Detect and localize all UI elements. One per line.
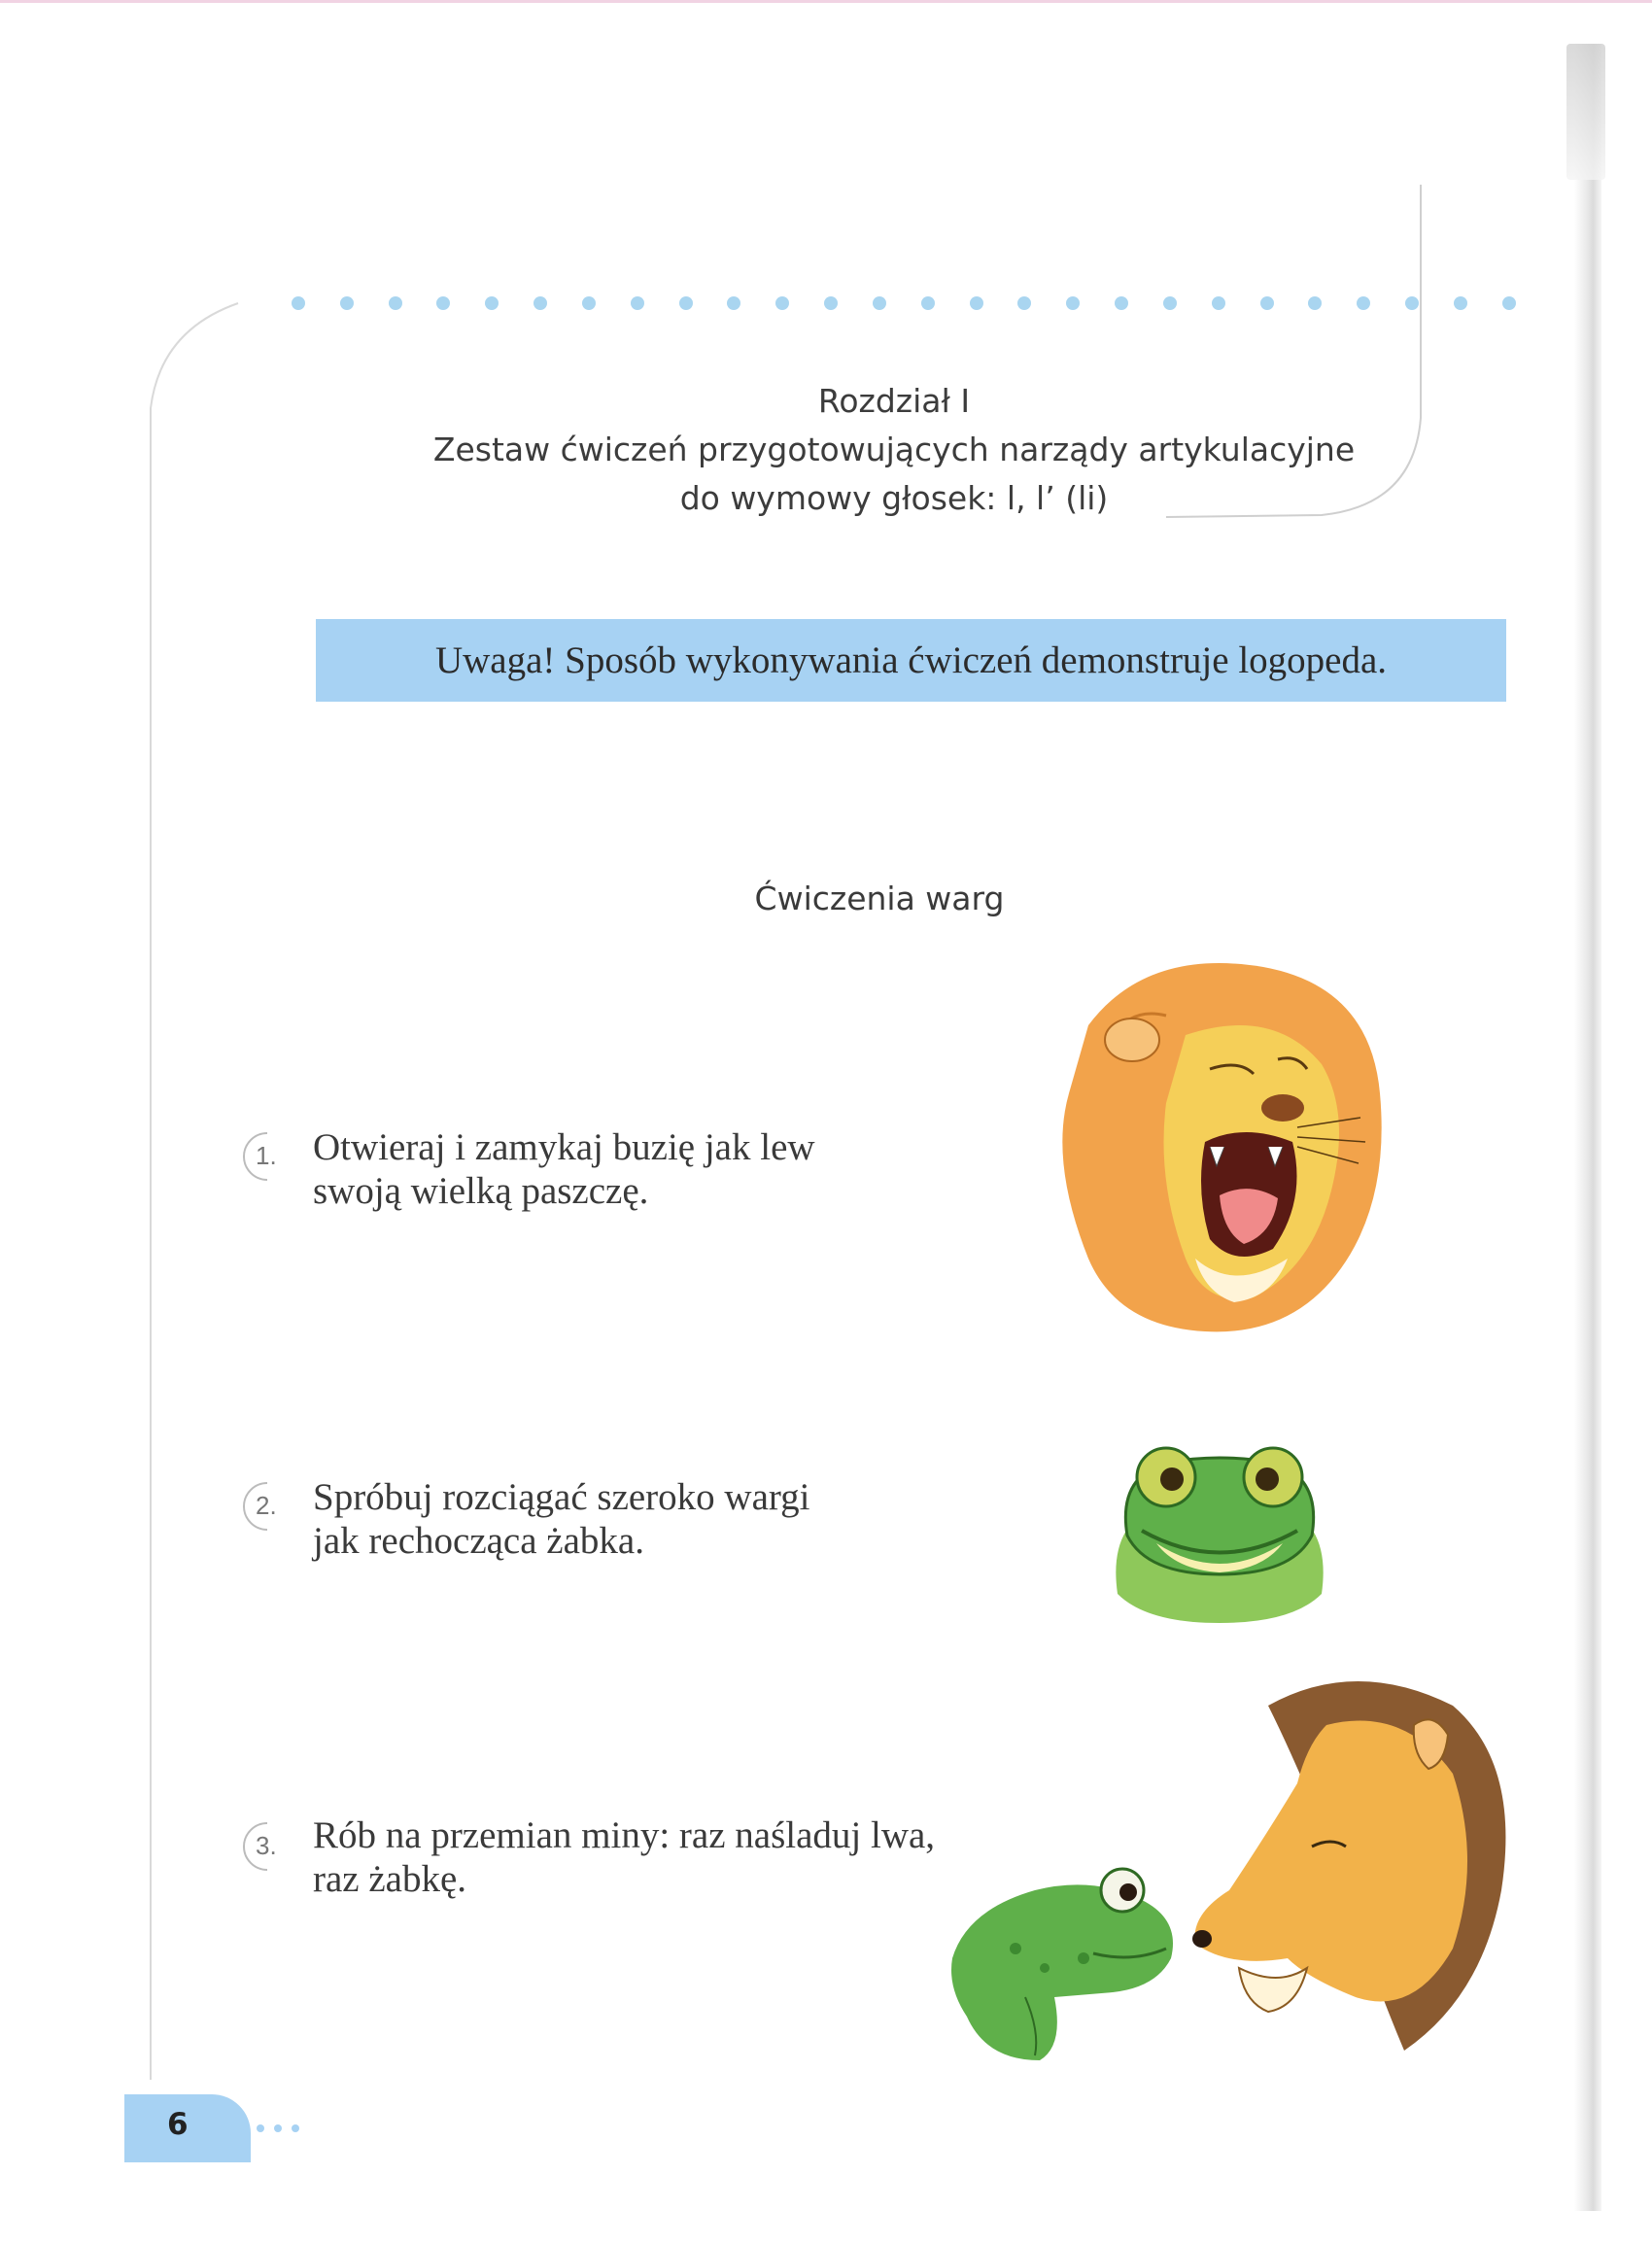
smiling-frog-illustration — [1098, 1438, 1341, 1623]
chapter-heading — [292, 377, 1497, 523]
chapter-subtitle-line2: do wymowy głosek: l, l’ (li) — [679, 479, 1109, 517]
tab-decor-dot — [292, 2124, 299, 2132]
exercise-text-2: Spróbuj rozciągać szeroko wargi jak rechocząca żabka. — [313, 1476, 810, 1562]
tab-decor-dot — [274, 2124, 282, 2132]
frog-and-lion-illustration — [947, 1667, 1521, 2065]
tab-decor-dot — [257, 2124, 264, 2132]
exercise-number-1: 1. — [238, 1127, 296, 1186]
notice-text: Uwaga! Sposób wykonywania ćwiczeń demonstruje logopeda. — [434, 639, 1388, 681]
chapter-title: Rozdział I — [817, 382, 971, 420]
chapter-subtitle-line1: Zestaw ćwiczeń przygotowujących narządy artykulacyjne — [432, 431, 1356, 468]
page-number: 6 — [167, 2107, 189, 2142]
exercise-text-3: Rób na przemian miny: raz naśladuj lwa, raz żabkę. — [313, 1814, 936, 1900]
section-title: Ćwiczenia warg — [754, 880, 1005, 917]
roaring-lion-illustration — [1050, 948, 1399, 1356]
exercise-text-1: Otwieraj i zamykaj buzię jak lew swoją wielką paszczę. — [313, 1126, 815, 1212]
decorative-dot-row — [292, 292, 1516, 315]
notice-banner — [316, 619, 1506, 702]
exercise-number-2: 2. — [238, 1477, 296, 1536]
exercise-number-3: 3. — [238, 1817, 296, 1876]
